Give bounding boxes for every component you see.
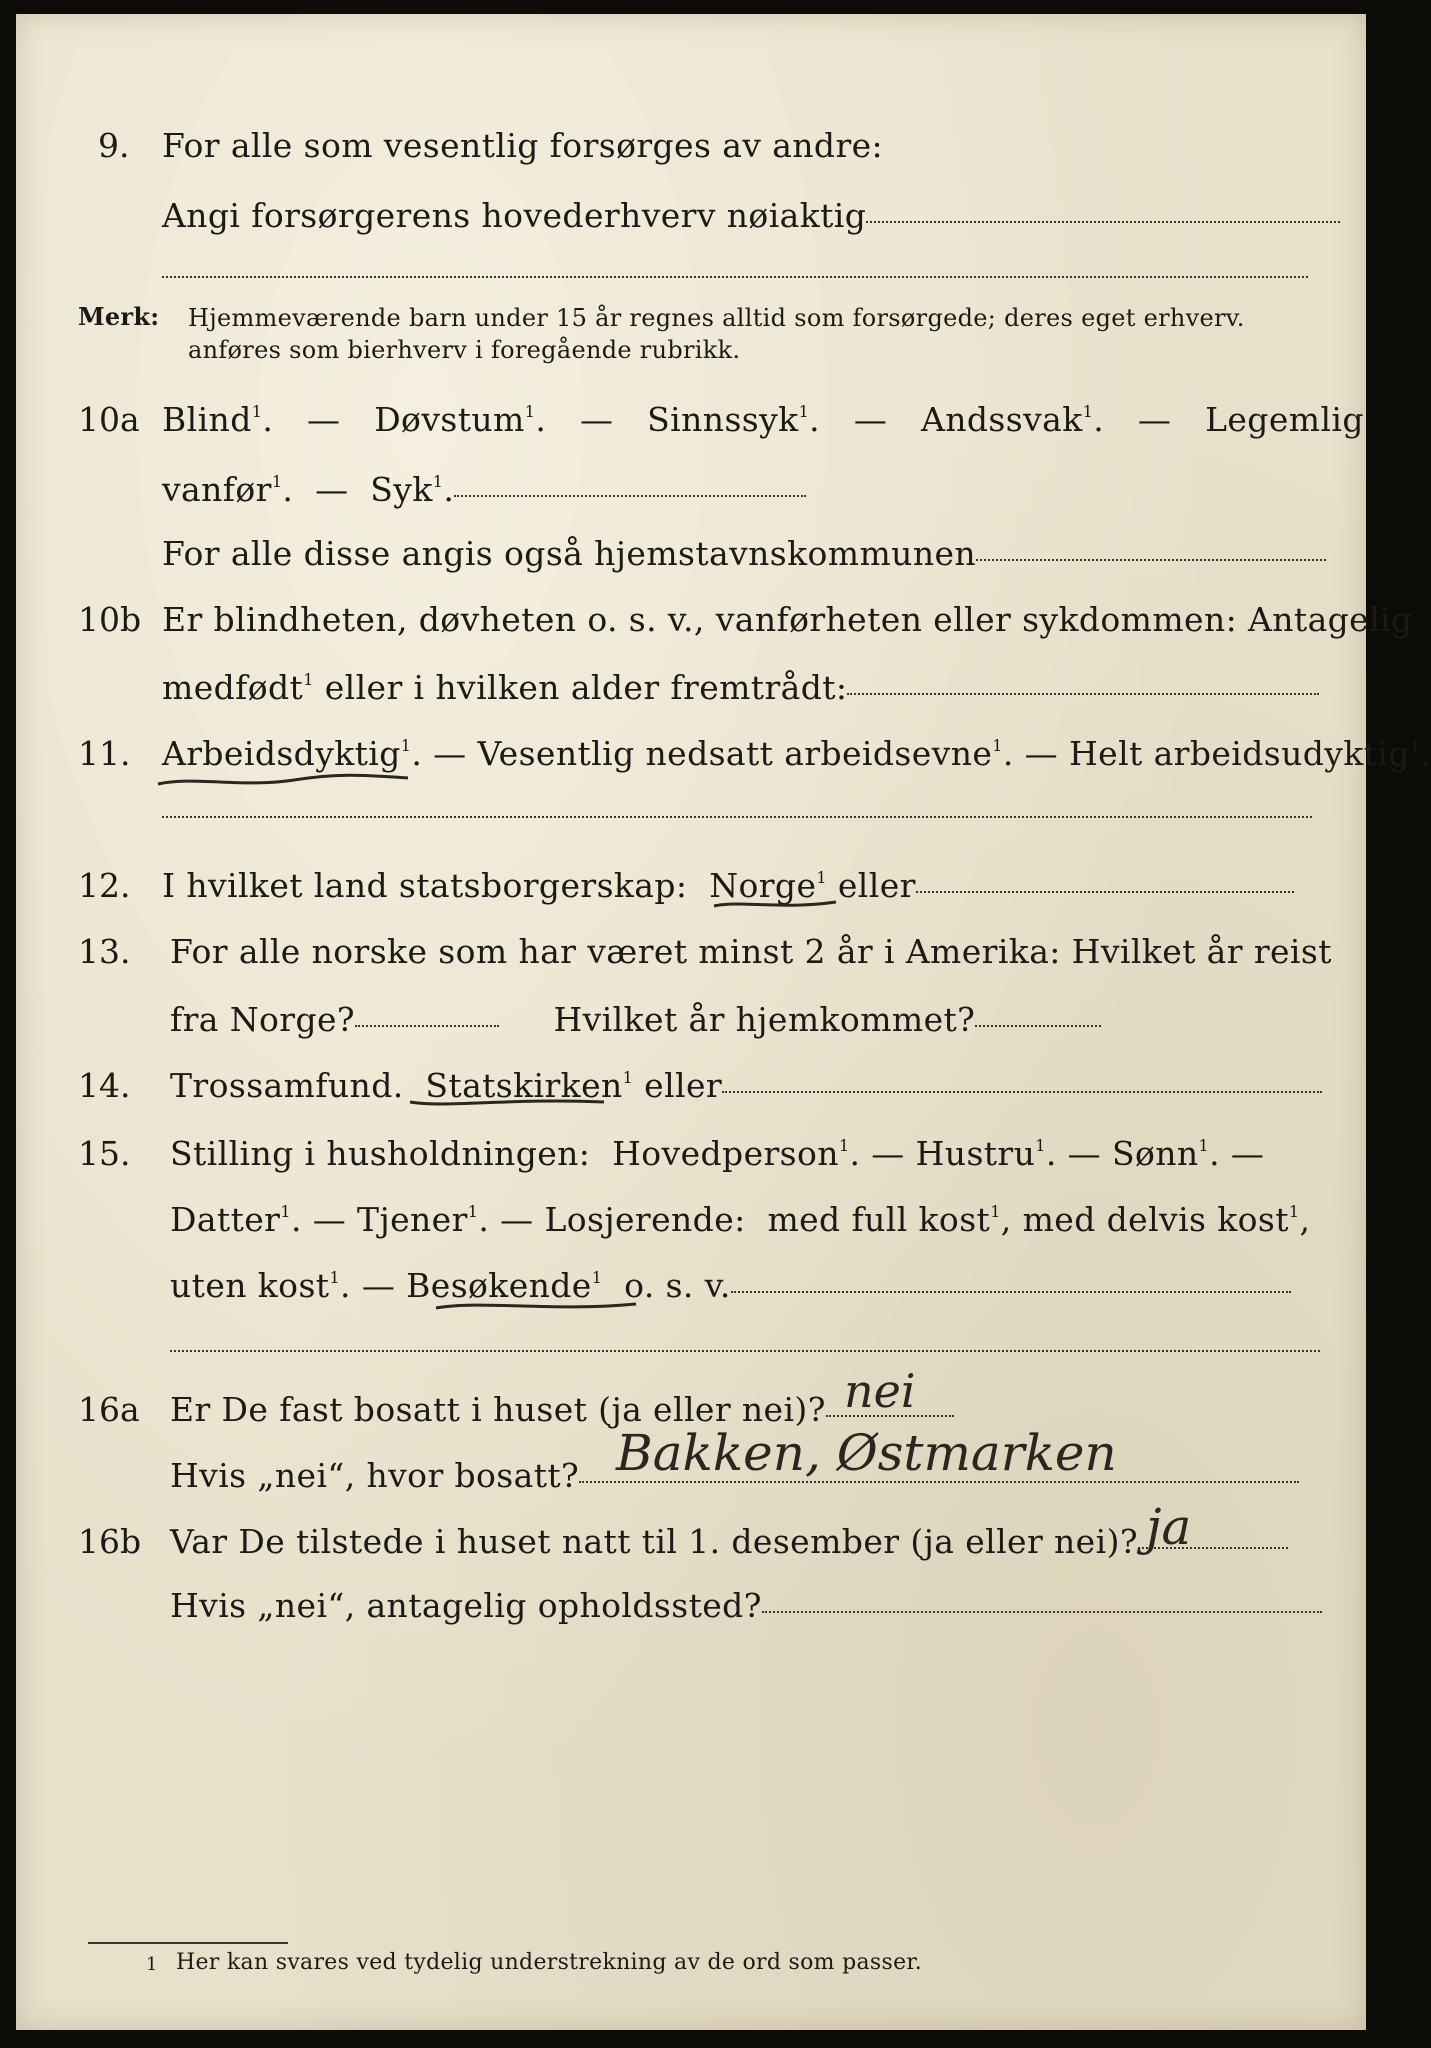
handwritten-answer-nei: nei (844, 1364, 916, 1418)
handwritten-underline-statskirken (408, 1092, 608, 1114)
footnote-mark: 1 (1035, 1136, 1046, 1155)
q16b-line2-text: Hvis „nei“, antagelig opholdssted? (170, 1586, 762, 1625)
census-form-page (16, 14, 1431, 2030)
q10a-line1: Blind$^1$. — Døvstum$^1$. — Sinnssyk$^1$. — Andssvak$^1$. — Legemlig (162, 400, 1364, 439)
q13-line2b: Hvilket år hjemkommet? (553, 1000, 976, 1039)
q10a-line3-text: For alle disse angis også hjemstavnskommunen (162, 534, 977, 573)
opt-sonn: Sønn (1111, 1134, 1199, 1173)
merk-line2: anføres som bierhverv i foregående rubrikk. (188, 336, 741, 364)
q14-line (170, 1066, 1322, 1105)
q12-eller: eller (837, 866, 916, 905)
footnote-text: Her kan svares ved tydelig understrekning av de ord som passer. (176, 1950, 923, 1975)
opt-dovstum: Døvstum (374, 400, 525, 439)
footnote-mark: 1 (622, 1068, 634, 1087)
q16b-line1-text: Var De tilstede i huset natt til 1. desember (ja eller nei)? (170, 1522, 1138, 1561)
q10a-number: 10a (78, 400, 140, 439)
q9-line1: For alle som vesentlig forsørges av andre: (162, 126, 884, 165)
q10b-line2-rest: eller i hvilken alder fremtrådt: (324, 668, 848, 707)
q16a-line2-text: Hvis „nei“, hvor bosatt? (170, 1456, 580, 1495)
q13-line1: For alle norske som har været minst 2 år i Amerika: Hvilket år reist (170, 932, 1332, 971)
q15-osv: o. s. v. (624, 1266, 731, 1305)
q15-line1: Stilling i husholdningen: Hovedperson$^1$. — Hustru$^1$. — Sønn$^1$. — (170, 1134, 1265, 1173)
footnote-mark-number: 1 (146, 1954, 158, 1975)
q15-extra-dotline (170, 1350, 1320, 1352)
q11-number: 11. (78, 734, 131, 773)
opt-legemlig: Legemlig (1205, 400, 1364, 439)
opt-medfodt: medfødt (162, 668, 304, 707)
q9-number: 9. (98, 126, 130, 165)
merk-line1: Hjemmeværende barn under 15 år regnes alltid som forsørgede; deres eget erhverv. (188, 304, 1245, 332)
q15-line1a: Stilling i husholdningen: (170, 1134, 591, 1173)
handwritten-answer-bosatt: Bakken, Østmarken (616, 1424, 1117, 1482)
q13-hjem-dots (975, 1025, 1101, 1027)
q10b-number: 10b (78, 600, 142, 639)
q15-number: 15. (78, 1134, 131, 1173)
q16b-number: 16b (78, 1522, 142, 1561)
q10a-syk-dots (454, 495, 806, 497)
footnote-mark: 1 (280, 1202, 291, 1221)
opt-hovedperson: Hovedperson (612, 1134, 839, 1173)
q12-text: I hvilket land statsborgerskap: (162, 866, 688, 905)
opt-arbeidsdyktig-label: Arbeidsdyktig (162, 734, 401, 773)
q16a-number: 16a (78, 1390, 140, 1429)
footnote-mark: 1 (990, 1202, 1001, 1221)
q11-line: Arbeidsdyktig$^1$. — Vesentlig nedsatt arbeidsevne$^1$. — Helt arbeidsudyktig$^1$. (162, 734, 1431, 773)
footnote-mark: 1 (271, 472, 283, 491)
footnote-mark: 1 (591, 1268, 603, 1287)
q15-line2: Datter$^1$. — Tjener$^1$. — Losjerende: med full kost$^1$, med delvis kost$^1$, (170, 1200, 1311, 1239)
footnote-mark: 1 (467, 1202, 479, 1221)
opt-statskirken: Statskirken (425, 1066, 623, 1105)
opt-med-full-kost: med full kost (767, 1200, 991, 1239)
handwritten-underline-besokende (432, 1294, 642, 1318)
q10b-line2 (162, 668, 1319, 707)
footnote-mark: 1 (1409, 736, 1421, 755)
q16b-line1 (170, 1522, 1288, 1561)
q10b-answer-dots (847, 693, 1319, 695)
q16a-line1-text: Er De fast bosatt i huset (ja eller nei)? (170, 1390, 826, 1429)
footnote-mark: 1 (1198, 1136, 1210, 1155)
q9-line2 (162, 196, 1340, 235)
footnote-mark: 1 (251, 402, 263, 421)
opt-hustru: Hustru (915, 1134, 1036, 1173)
q15-losjerende: Losjerende: (544, 1200, 746, 1239)
footnote-mark: 1 (816, 868, 827, 887)
q16b-line2 (170, 1586, 1322, 1625)
footnote-mark: 1 (1082, 402, 1094, 421)
opt-nedsatt: Vesentlig nedsatt arbeidsevne (477, 734, 993, 773)
q13-line2a: fra Norge? (170, 1000, 356, 1039)
q13-number: 13. (78, 932, 131, 971)
q15-answer-dots (731, 1291, 1291, 1293)
opt-udyktig: Helt arbeidsudyktig (1068, 734, 1410, 773)
q9-answer-dots (866, 221, 1340, 223)
footnote-mark: 1 (400, 736, 412, 755)
footnote-mark: 1 (838, 1136, 850, 1155)
opt-blind: Blind (162, 400, 252, 439)
q14-text: Trossamfund. (170, 1066, 404, 1105)
q9-extra-dotline (162, 276, 1308, 278)
q12-answer-dots (916, 891, 1294, 893)
footnote-mark: 1 (798, 402, 810, 421)
footnote-rule (88, 1942, 288, 1944)
footnote-mark: 1 (524, 402, 536, 421)
opt-andssvak: Andssvak (921, 400, 1083, 439)
q12-number: 12. (78, 866, 131, 905)
footnote-mark: 1 (329, 1268, 341, 1287)
handwritten-answer-ja: ja (1146, 1498, 1192, 1556)
q10a-line3 (162, 534, 1326, 573)
footnote-mark: 1 (1288, 1202, 1300, 1221)
q13-reist-dots (355, 1025, 499, 1027)
q11-extra-dotline (162, 816, 1312, 818)
opt-vanfor: vanfør (162, 470, 272, 509)
q16b-answer2-dots (762, 1611, 1322, 1613)
merk-label: Merk: (78, 302, 160, 331)
opt-med-delvis-kost: med delvis kost (1022, 1200, 1289, 1239)
opt-tjener: Tjener (357, 1200, 468, 1239)
footnote-mark: 1 (992, 736, 1003, 755)
q14-number: 14. (78, 1066, 131, 1105)
footnote-mark: 1 (432, 472, 444, 491)
footnote-mark: 1 (303, 670, 314, 689)
q10a-answer-dots (976, 559, 1326, 561)
handwritten-underline-norge (710, 894, 840, 916)
opt-syk: Syk (370, 470, 433, 509)
q13-line2 (170, 1000, 1101, 1039)
opt-sinnssyk: Sinnssyk (647, 400, 799, 439)
opt-norge: Norge (709, 866, 817, 905)
opt-datter: Datter (170, 1200, 281, 1239)
q15-line3: uten kost$^1$. — Besøkende$^1$ o. s. v. (170, 1266, 1291, 1305)
handwritten-underline-arbeidsdyktig (154, 766, 414, 794)
q10a-line2: vanfør$^1$. — Syk$^1$. (162, 470, 806, 509)
q14-eller: eller (644, 1066, 723, 1105)
q14-answer-dots (722, 1091, 1322, 1093)
opt-besokende: Besøkende (406, 1266, 592, 1305)
q10b-line1: Er blindheten, døvheten o. s. v., vanførheten eller sykdommen: Antagelig (162, 600, 1413, 639)
opt-uten-kost: uten kost (170, 1266, 330, 1305)
q9-line2-text: Angi forsørgerens hovederhverv nøiaktig (162, 196, 867, 235)
